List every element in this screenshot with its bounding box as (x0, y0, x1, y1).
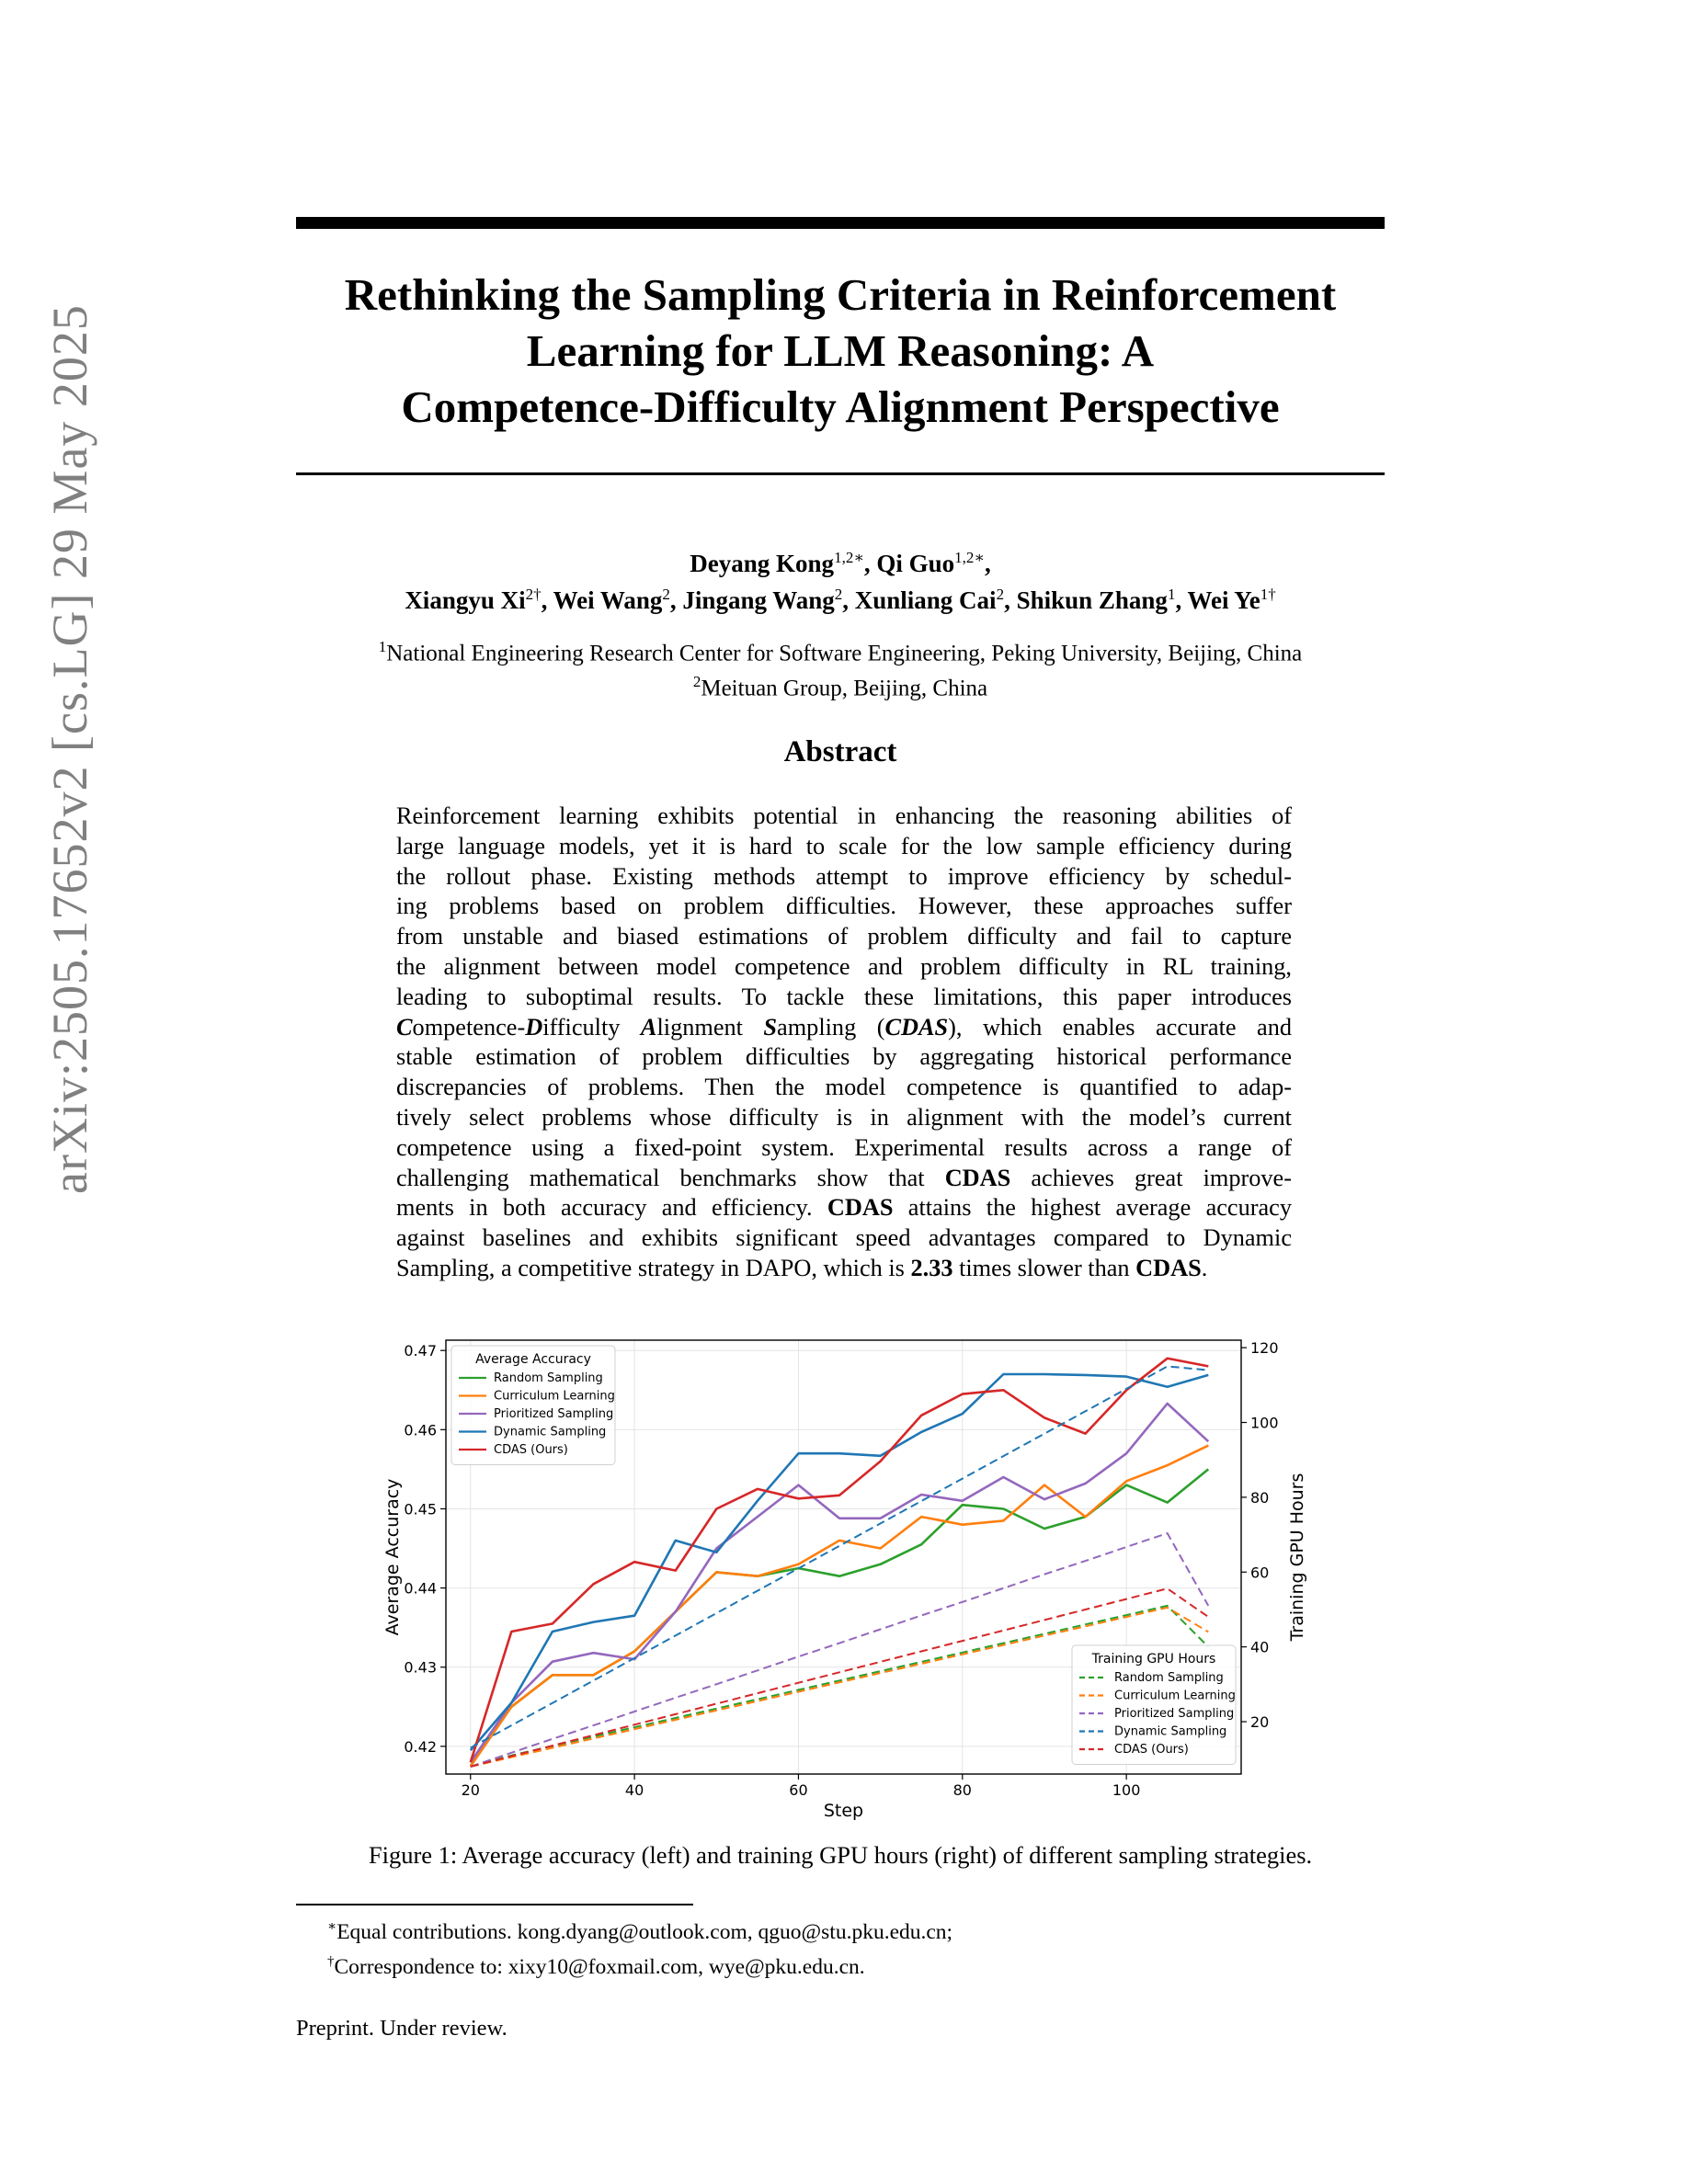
affiliations (296, 632, 1385, 703)
abstract-body (396, 802, 1292, 1284)
footnote-rule (296, 1904, 693, 1905)
y-tick-label: 0.47 (404, 1342, 437, 1360)
legend-label: Prioritized Sampling (1114, 1707, 1235, 1721)
author: Deyang Kong$^{1,2∗}$, (690, 549, 877, 577)
x-axis-label: Step (823, 1801, 864, 1821)
y2-tick-label: 120 (1250, 1339, 1279, 1358)
author-list (296, 542, 1385, 616)
abstract-line: Sampling, a competitive strategy in DAPO, which is 2.33 times slower than CDAS. (396, 1254, 1208, 1281)
author: Wei Wang$^2$, (553, 586, 683, 614)
figure-caption: Figure 1: Average accuracy (left) and training GPU hours (right) of different sampling strategies. (368, 1841, 1313, 1869)
x-tick-label: 40 (624, 1781, 644, 1799)
abstract-line: leading to suboptimal results. To tackle these limitations, this paper introduces (396, 983, 1292, 1010)
abstract-line: stable estimation of problem difficulties by aggregating historical performance (396, 1043, 1292, 1071)
y2-axis-label: Training GPU Hours (1287, 1473, 1307, 1642)
arxiv-side-stamp: arXiv:2505.17652v2 [cs.LG] 29 May 2025 (42, 304, 97, 1194)
paper-title (296, 267, 1385, 435)
title-line: Learning for LLM Reasoning: A (526, 325, 1155, 376)
author: Xunliang Cai$^2$, (854, 586, 1017, 614)
preprint-notice: Preprint. Under review. (296, 2016, 508, 2041)
legend-label: Random Sampling (494, 1371, 603, 1385)
author: Shikun Zhang$^1$, (1016, 586, 1188, 614)
footnote: ∗Equal contributions. kong.dyang@outlook.com, qguo@stu.pku.edu.cn; (327, 1919, 953, 1944)
title-bottom-rule (296, 472, 1385, 475)
abstract-line: against baselines and exhibits significant speed advantages compared to Dynamic (396, 1224, 1292, 1252)
author: Qi Guo$^{1,2∗}$, (876, 549, 991, 577)
author: Wei $Ye^{1\dagger}$ (1187, 586, 1276, 614)
abstract-heading: Abstract (783, 735, 897, 768)
legend-label: CDAS (Ours) (494, 1443, 568, 1457)
affiliation: $^1$National Engineering Research Center for Software Engineering, Peking University, Beijing, China (378, 638, 1303, 666)
abstract-line: large language models, yet it is hard to scale for the low sample efficiency during (396, 832, 1292, 859)
legend-label: CDAS (Ours) (1114, 1743, 1189, 1757)
author: Jingang Wang$^2$, (682, 586, 855, 614)
affiliation: $^2$Meituan Group, Beijing, China (692, 673, 988, 701)
abstract-line: the rollout phase. Existing methods attempt to improve efficiency by schedul- (396, 862, 1292, 890)
y2-tick-label: 40 (1250, 1638, 1270, 1656)
legend-title: Average Accuracy (475, 1352, 591, 1367)
abstract-line: discrepancies of problems. Then the model competence is quantified to adap- (396, 1074, 1292, 1101)
legend-label: Curriculum Learning (494, 1389, 615, 1404)
abstract-line: the alignment between model competence and problem difficulty in RL training, (396, 952, 1292, 980)
y-axis-label: Average Accuracy (382, 1478, 403, 1636)
abstract-line: ing problems based on problem difficulties. However, these approaches suffer (396, 893, 1292, 920)
abstract-line: competence using a fixed-point system. Experimental results across a range of (396, 1133, 1292, 1161)
footnotes (327, 1912, 1339, 1982)
author: Xiangyu $Xi^{2\dagger}$, (405, 586, 553, 614)
abstract-line: challenging mathematical benchmarks show that CDAS achieves great improve- (396, 1164, 1292, 1191)
title-line: Rethinking the Sampling Criteria in Reinforcement (344, 269, 1337, 320)
abstract-line: from unstable and biased estimations of problem difficulty and fail to capture (396, 923, 1292, 950)
legend-label: Dynamic Sampling (494, 1425, 607, 1439)
y2-tick-label: 60 (1250, 1564, 1270, 1582)
y-tick-label: 0.46 (404, 1421, 437, 1439)
y2-tick-label: 20 (1250, 1713, 1270, 1732)
x-tick-label: 80 (952, 1781, 972, 1799)
x-tick-label: 100 (1112, 1781, 1141, 1799)
abstract-line: tively select problems whose difficulty is in alignment with the model’s current (396, 1103, 1292, 1131)
y-tick-label: 0.44 (404, 1579, 437, 1598)
y-tick-label: 0.43 (404, 1658, 437, 1677)
legend-title: Training GPU Hours (1091, 1652, 1216, 1666)
legend-label: Dynamic Sampling (1114, 1724, 1227, 1739)
abstract-line: ments in both accuracy and efficiency. CDAS attains the highest average accuracy (396, 1194, 1292, 1222)
abstract-line: Competence-Difficulty Alignment Sampling (CDAS), which enables accurate and (396, 1013, 1292, 1041)
legend-label: Curriculum Learning (1114, 1689, 1236, 1703)
figure-1-chart (372, 1333, 1329, 1829)
y2-tick-label: 80 (1250, 1488, 1270, 1507)
y-tick-label: 0.42 (404, 1737, 437, 1756)
x-tick-label: 60 (789, 1781, 808, 1799)
x-tick-label: 20 (461, 1781, 480, 1799)
abstract-line: Reinforcement learning exhibits potential in enhancing the reasoning abilities of (396, 802, 1292, 829)
legend-label: Random Sampling (1114, 1671, 1224, 1685)
footnote: †Correspondence to: xixy10@foxmail.com, wye@pku.edu.cn. (327, 1953, 865, 1979)
legend-label: Prioritized Sampling (494, 1407, 614, 1421)
title-line: Competence-Difficulty Alignment Perspective (401, 381, 1280, 432)
y2-tick-label: 100 (1250, 1414, 1279, 1432)
title-top-rule (296, 217, 1385, 229)
y-tick-label: 0.45 (404, 1500, 437, 1519)
